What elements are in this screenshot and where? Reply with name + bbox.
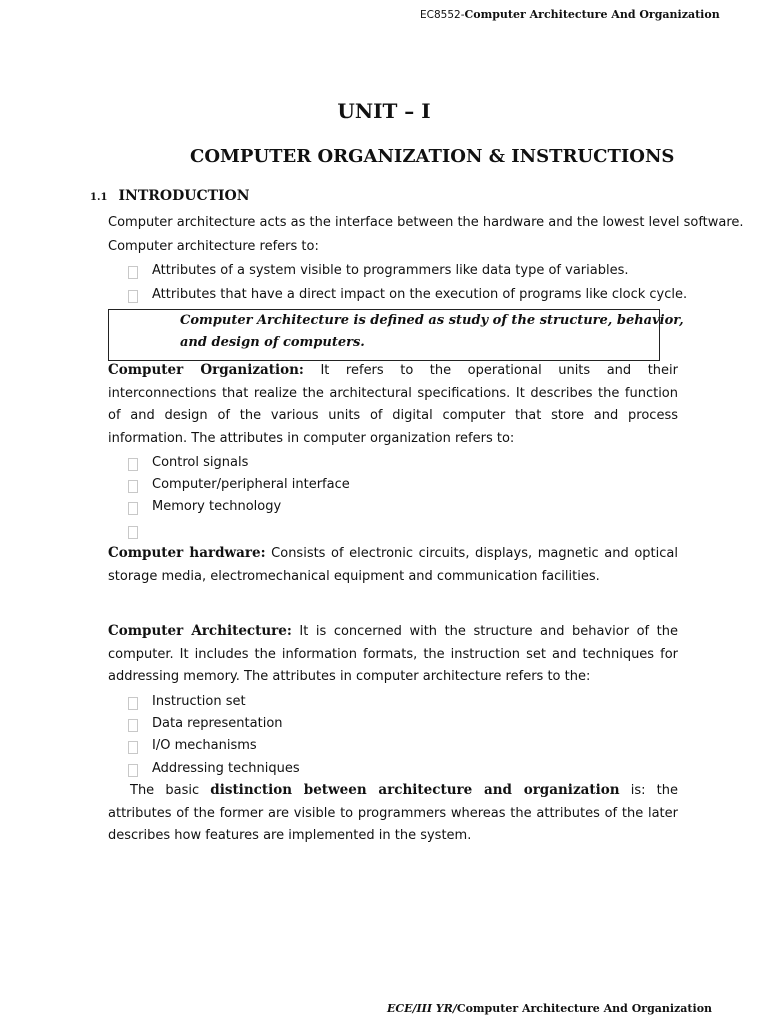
- organization-text: It refers to the operational units and their interconnections that realize the architectural specifications. It describes the function of and design of the various units of digital computer that store and process information. The attributes in computer organization refers to:: [108, 363, 678, 447]
- intro-bullet: Attributes that have a direct impact on the execution of programs like clock cycle.: [152, 287, 688, 302]
- organization-bullet: Control signals: [152, 455, 249, 470]
- distinction-paragraph: [108, 779, 678, 848]
- architecture-text: It is concerned with the structure and behavior of the computer. It includes the information formats, the instruction set and techniques for addressing memory. The attributes in computer architecture refers to the:: [108, 624, 678, 685]
- course-code: EC8552-: [420, 9, 465, 21]
- architecture-bullet: Data representation: [152, 716, 283, 731]
- distinction-term: distinction between architecture and organization: [210, 782, 620, 798]
- section-heading: [90, 185, 250, 204]
- bullet-marker: [128, 719, 138, 732]
- bullet-marker: [128, 764, 138, 777]
- bullet-marker: [128, 502, 138, 515]
- section-title: INTRODUCTION: [118, 188, 250, 204]
- architecture-bullet: I/O mechanisms: [152, 738, 257, 753]
- unit-title: UNIT – I: [337, 99, 431, 123]
- chapter-title: COMPUTER ORGANIZATION & INSTRUCTIONS: [190, 146, 675, 167]
- organization-bullet: Computer/peripheral interface: [152, 477, 350, 492]
- bullet-marker: [128, 526, 138, 539]
- architecture-paragraph: [108, 620, 678, 689]
- bullet-marker: [128, 290, 138, 303]
- footer-label: ECE/III YR/: [387, 1002, 457, 1015]
- architecture-term: Computer Architecture:: [108, 623, 292, 639]
- page-header: [420, 8, 720, 21]
- section-number: 1.1: [90, 192, 108, 203]
- intro-line-2: Computer architecture refers to:: [108, 239, 319, 254]
- organization-paragraph: [108, 359, 678, 451]
- bullet-marker: [128, 458, 138, 471]
- distinction-prefix: The basic: [130, 783, 211, 798]
- hardware-text: Consists of electronic circuits, displays, magnetic and optical storage media, electromechanical equipment and communication facilities.: [108, 546, 678, 584]
- architecture-bullet: Addressing techniques: [152, 761, 300, 776]
- distinction-text: is: the attributes of the former are visible to programmers whereas the attributes of the later describes how features are implemented in the system.: [108, 783, 678, 844]
- hardware-term: Computer hardware:: [108, 545, 266, 561]
- hardware-paragraph: [108, 542, 678, 588]
- course-title: Computer Architecture And Organization: [464, 8, 720, 21]
- organization-term: Computer Organization:: [108, 362, 304, 378]
- intro-bullet: Attributes of a system visible to programmers like data type of variables.: [152, 263, 629, 278]
- page-footer: [387, 1002, 712, 1015]
- bullet-marker: [128, 266, 138, 279]
- bullet-marker: [128, 480, 138, 493]
- definition-line-1: Computer Architecture is defined as study of the structure, behavior,: [180, 313, 684, 328]
- architecture-bullet: Instruction set: [152, 694, 246, 709]
- bullet-marker: [128, 697, 138, 710]
- footer-title: Computer Architecture And Organization: [456, 1002, 713, 1015]
- bullet-marker: [128, 741, 138, 754]
- organization-bullet: Memory technology: [152, 499, 282, 514]
- intro-line-1: Computer architecture acts as the interface between the hardware and the lowest level software.: [108, 215, 744, 230]
- definition-line-2: and design of computers.: [180, 335, 365, 350]
